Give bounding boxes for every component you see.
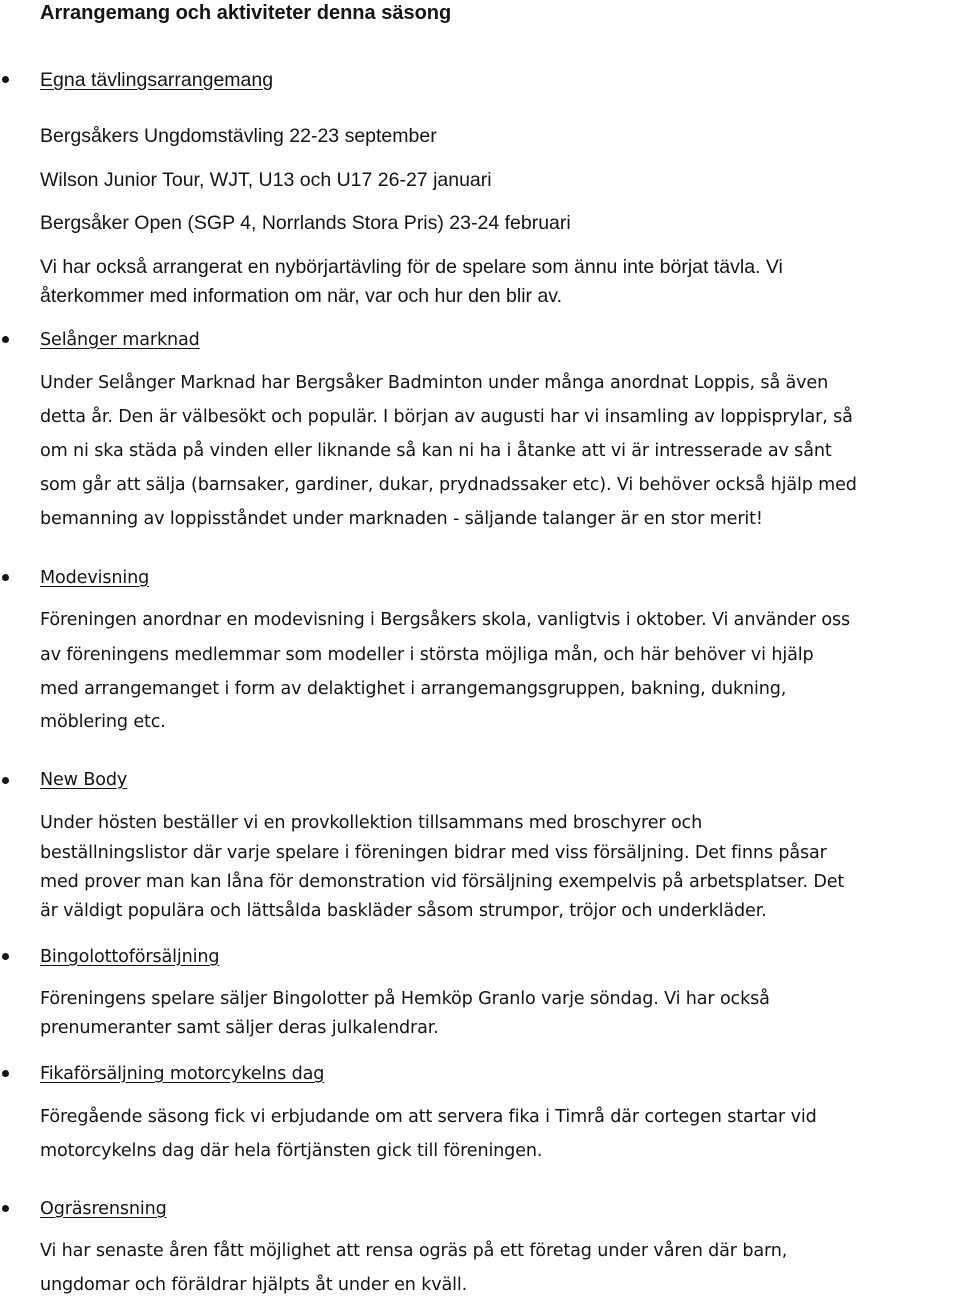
section-heading: Bingolottoförsäljning bbox=[40, 947, 220, 967]
paragraph-line: ungdomar och föräldrar hjälpts åt under en kväll. bbox=[40, 1275, 468, 1295]
bullet-icon bbox=[2, 1205, 9, 1212]
paragraph-line: bemanning av loppisståndet under marknaden - säljande talanger är en stor merit! bbox=[40, 509, 763, 529]
bullet-icon bbox=[2, 777, 9, 784]
paragraph-line: Föregående säsong fick vi erbjudande om att servera fika i Timrå där cortegen startar vid bbox=[40, 1107, 817, 1127]
paragraph-line: av föreningens medlemmar som modeller i största möjliga mån, och här behöver vi hjälp bbox=[40, 645, 814, 665]
paragraph-line: Föreningen anordnar en modevisning i Bergsåkers skola, vanligtvis i oktober. Vi använder oss bbox=[40, 610, 851, 630]
section-heading: Selånger marknad bbox=[40, 330, 200, 350]
page-title: Arrangemang och aktiviteter denna säsong bbox=[40, 2, 452, 24]
paragraph-line: möblering etc. bbox=[40, 712, 166, 732]
paragraph-line: med arrangemanget i form av delaktighet i arrangemangsgruppen, bakning, dukning, bbox=[40, 679, 787, 699]
section-heading: Egna tävlingsarrangemang bbox=[40, 69, 274, 91]
section-heading: Fikaförsäljning motorcykelns dag bbox=[40, 1064, 325, 1084]
paragraph-line: prenumeranter samt säljer deras julkalendrar. bbox=[40, 1018, 439, 1038]
paragraph-line: Bergsåkers Ungdomstävling 22-23 september bbox=[40, 125, 437, 147]
paragraph-line: Föreningens spelare säljer Bingolotter på Hemköp Granlo varje söndag. Vi har också bbox=[40, 989, 770, 1009]
paragraph-line: är väldigt populära och lättsålda baskläder såsom strumpor, tröjor och underkläder. bbox=[40, 901, 767, 921]
section-heading: Modevisning bbox=[40, 568, 150, 588]
paragraph-line: Bergsåker Open (SGP 4, Norrlands Stora Pris) 23-24 februari bbox=[40, 212, 571, 234]
paragraph-line: detta år. Den är välbesökt och populär. I början av augusti har vi insamling av loppisprylar, så bbox=[40, 407, 853, 427]
paragraph-line: som går att sälja (barnsaker, gardiner, dukar, prydnadssaker etc). Vi behöver också hjälp med bbox=[40, 475, 857, 495]
bullet-icon bbox=[2, 953, 9, 960]
paragraph-line: med prover man kan låna för demonstration vid försäljning exempelvis på arbetsplatser. Det bbox=[40, 872, 845, 892]
section-heading: New Body bbox=[40, 770, 128, 790]
bullet-icon bbox=[2, 76, 9, 83]
paragraph-line: Vi har senaste åren fått möjlighet att rensa ogräs på ett företag under våren där barn, bbox=[40, 1241, 788, 1261]
paragraph-line: motorcykelns dag där hela förtjänsten gick till föreningen. bbox=[40, 1141, 543, 1161]
bullet-icon bbox=[2, 336, 9, 343]
paragraph-line: återkommer med information om när, var och hur den blir av. bbox=[40, 285, 563, 307]
paragraph-line: om ni ska städa på vinden eller liknande så kan ni ha i åtanke att vi är intresserade av sånt bbox=[40, 441, 832, 461]
section-heading: Ogräsrensning bbox=[40, 1199, 167, 1219]
paragraph-line: Under Selånger Marknad har Bergsåker Badminton under många anordnat Loppis, så även bbox=[40, 373, 829, 393]
bullet-icon bbox=[2, 1070, 9, 1077]
paragraph-line: Wilson Junior Tour, WJT, U13 och U17 26-27 januari bbox=[40, 169, 492, 191]
paragraph-line: beställningslistor där varje spelare i föreningen bidrar med viss försäljning. Det finns påsar bbox=[40, 843, 827, 863]
bullet-icon bbox=[2, 574, 9, 581]
paragraph-line: Vi har också arrangerat en nybörjartävling för de spelare som ännu inte börjat tävla. Vi bbox=[40, 256, 783, 278]
paragraph-line: Under hösten beställer vi en provkollektion tillsammans med broschyrer och bbox=[40, 813, 703, 833]
